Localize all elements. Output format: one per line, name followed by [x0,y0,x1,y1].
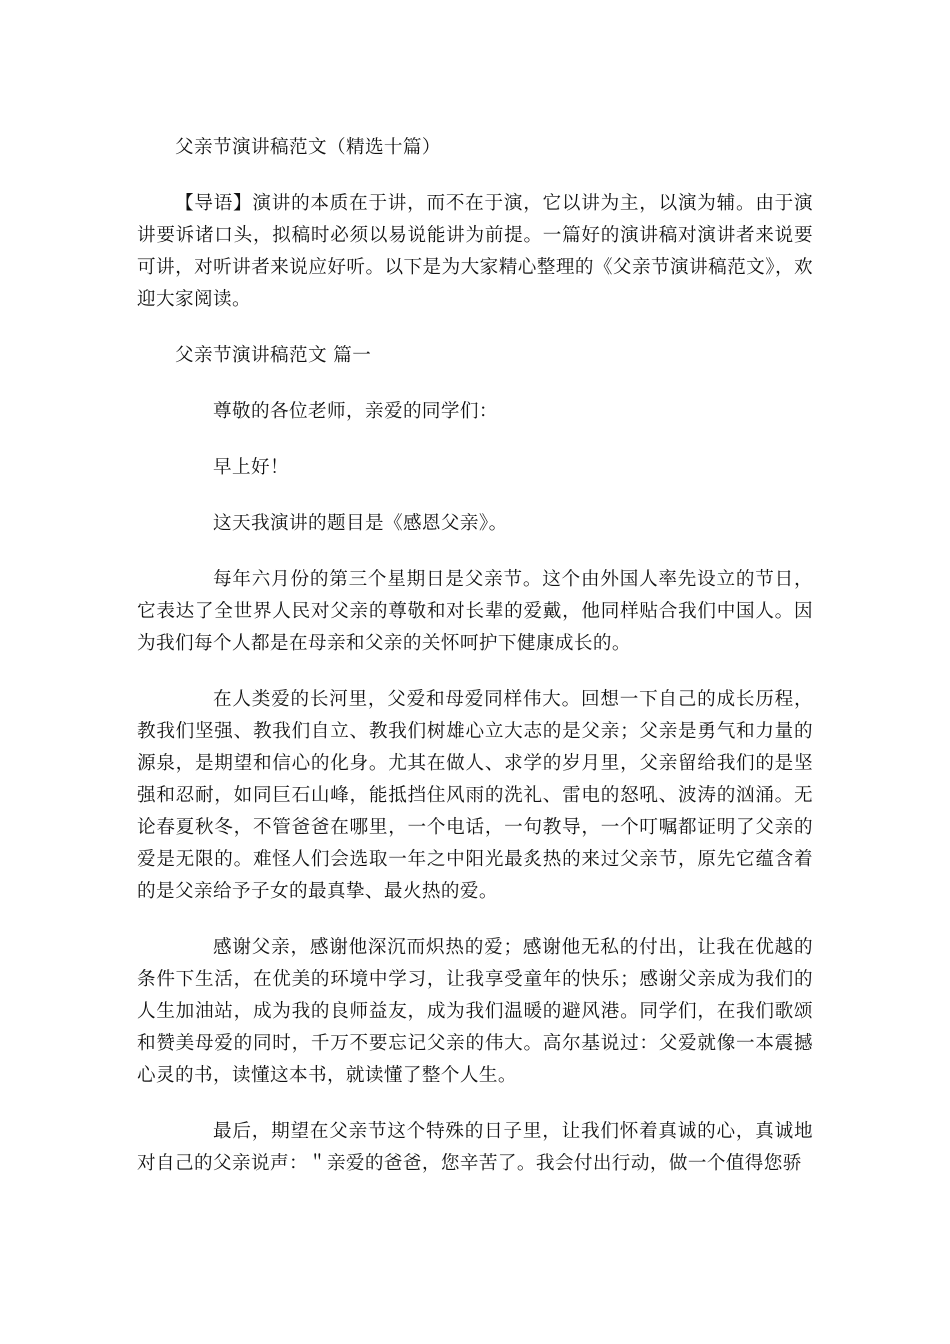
topic-line: 这天我演讲的题目是《感恩父亲》。 [213,513,508,534]
document-body [137,132,813,1204]
intro-paragraph: 【导语】演讲的本质在于讲，而不在于演，它以讲为主，以演为辅。由于演讲要诉诸口头，拟稿时必须以易说能讲为前提。一篇好的演讲稿对演讲者来说要可讲，对听讲者来说应好听。以下是为大家精心整理的《父亲节演讲稿范文》，欢迎大家阅读。 [137,193,813,310]
body-paragraph: 在人类爱的长河里，父爱和母爱同样伟大。回想一下自己的成长历程，教我们坚强、教我们自立、教我们树雄心立大志的是父亲；父亲是勇气和力量的源泉，是期望和信心的化身。尤其在做人、求学的岁月里，父亲留给我们的是坚强和忍耐，如同巨石山峰，能抵挡住风雨的洗礼、雷电的怒吼、波涛的汹涌。无论春夏秋冬，不管爸爸在哪里，一个电话，一句教导，一个叮嘱都证明了父亲的爱是无限的。难怪人们会选取一年之中阳光最炙热的来过父亲节，原先它蕴含着的是父亲给予子女的最真挚、最火热的爱。 [137,689,813,902]
body-paragraph: 最后，期望在父亲节这个特殊的日子里，让我们怀着真诚的心，真诚地对自己的父亲说声：＂亲爱的爸爸，您辛苦了。我会付出行动，做一个值得您骄 [137,1121,813,1174]
salutation-line: 尊敬的各位老师，亲爱的同学们： [213,401,498,422]
greeting-line: 早上好！ [213,457,289,478]
body-paragraph: 每年六月份的第三个星期日是父亲节。这个由外国人率先设立的节日，它表达了全世界人民对父亲的尊敬和对长辈的爱戴，他同样贴合我们中国人。因为我们每个人都是在母亲和父亲的关怀呵护下健康成长的。 [137,569,813,654]
body-paragraph: 感谢父亲，感谢他深沉而炽热的爱；感谢他无私的付出，让我在优越的条件下生活，在优美的环境中学习，让我享受童年的快乐；感谢父亲成为我们的人生加油站，成为我的良师益友，成为我们温暖的避风港。同学们，在我们歌颂和赞美母爱的同时，千万不要忘记父亲的伟大。高尔基说过：父爱就像一本震撼心灵的书，读懂这本书，就读懂了整个人生。 [137,937,813,1086]
section-heading: 父亲节演讲稿范文 篇一 [175,345,372,366]
document-title: 父亲节演讲稿范文（精选十篇） [175,137,441,158]
